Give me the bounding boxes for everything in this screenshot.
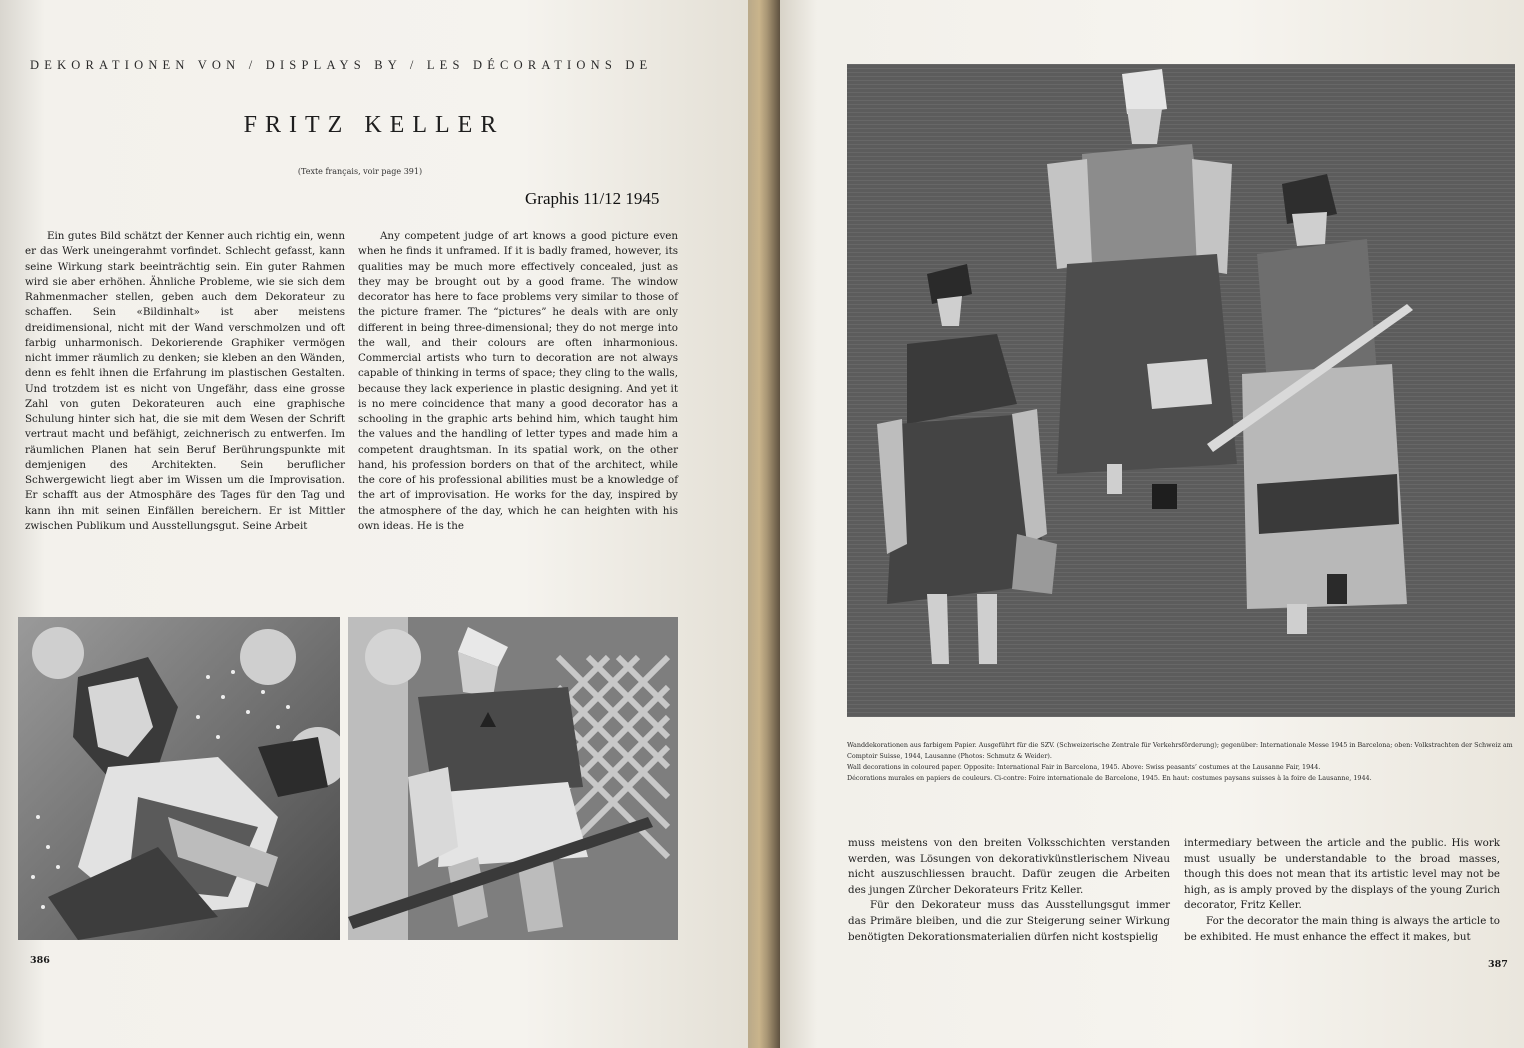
english-paragraph-cont2: For the decorator the main thing is always the article to be exhibited. He must enhance the effect it makes, but [1184,914,1500,943]
german-paragraph-cont: muss meistens von den breiten Volksschichten verstanden werden, was Lösungen von dekorativkünstlerischem Niveau nicht auszuschliessen braucht. Dafür zeugen die Arbeiten des jungen Zürcher Dekorateurs Fritz Keller. [848,837,1170,896]
article-title: FRITZ KELLER [243,112,505,138]
caption-english: Wall decorations in coloured paper. Opposite: International Fair in Barcelona, 1945. Above: Swiss peasants’ costumes at the Lausanne Fair, 1944. [847,763,1321,771]
german-text-column [25,229,345,534]
photo-caption [847,740,1515,784]
subtitle: (Texte français, voir page 391) [297,167,423,176]
source-annotation: Graphis 11/12 1945 [525,189,660,208]
photo-swiss-costumes [847,64,1515,717]
english-text-column-cont [1184,836,1500,945]
english-paragraph-cont: intermediary between the article and the public. His work must usually be understandable to the broad masses, though this does not mean that its artistic level may not be high, as is amply proved by the displays of the young Zurich decorator, Fritz Keller. [1184,837,1500,912]
left-page [0,0,748,1048]
page-number-right: 387 [1488,959,1508,970]
photo-paper-figure-left [18,617,340,940]
page-number-left: 386 [30,955,50,966]
photo-paper-figure-hockey [348,617,678,940]
german-text-column-cont [848,836,1170,945]
book-gutter [748,0,780,1048]
english-text-column [358,229,678,534]
english-paragraph: Any competent judge of art knows a good picture even when he finds it unframed. If it is badly framed, however, its qualities may be much more effectively concealed, just as they may be brought out by a good frame. The window decorator has here to face problems very similar to those of the picture framer. The “pictures” he deals with are only different in being three-dimensional; they do not merge into the wall, and their colours are often inharmonious. Commercial artists who turn to decoration are not always capable of thinking in terms of space; they cling to the walls, because they lack experience in plastic designing. And yet it is no mere coincidence that many a good decorator has a schooling in the graphic arts behind him, which taught him the values and the handling of letter types and made him a competent draughtsman. In its spatial work, on the other hand, his profession borders on that of the architect, while the core of his professional abilities must be a knowledge of the art of improvisation. He works for the day, inspired by the atmosphere of the day, which he can heighten with his own ideas. He is the [358,230,678,532]
german-paragraph-cont2: Für den Dekorateur muss das Ausstellungsgut immer das Primäre bleiben, und die zur Steigerung seiner Wirkung benötigten Dekorationsmaterialien dürfen nicht kostspielig [848,899,1170,943]
german-paragraph: Ein gutes Bild schätzt der Kenner auch richtig ein, wenn er das Werk uneingerahmt vorfindet. Schlecht gefasst, kann seine Wirkung stark beeinträchtig sein. Ein guter Rahmen wird sie aber erhöhen. Ähnliche Probleme, wie sie sich dem Rahmenmacher stellen, geben auch dem Dekorateur zu schaffen. Sein «Bildinhalt» ist aber meistens dreidimensional, nicht mit der Wand verschmolzen und oft farbig unharmonisch. Dekorierende Graphiker vermögen nicht immer räumlich zu denken; sie kleben an den Wänden, denn es fehlt ihnen die Erfahrung im plastischen Gestalten. Und trotzdem ist es nicht von Ungefähr, dass eine grosse Zahl von guten Dekorateuren auch eine graphische Schulung hinter sich hat, die sie mit dem Wesen der Schrift vertraut macht und befähigt, zeichnerisch zu entwerfen. Im räumlichen Planen hat sein Beruf Berührungspunkte mit demjenigen des Architekten. Sein beruflicher Schwergewicht liegt aber im Wissen um die Improvisation. Er schafft aus der Atmosphäre des Tages für den Tag und kann ihn mit seinen Einfällen bereichern. Er ist Mittler zwischen Publikum und Ausstellungsgut. Seine Arbeit [25,230,345,532]
caption-german: Wanddekorationen aus farbigem Papier. Ausgeführt für die SZV. (Schweizerische Zentrale für Verkehrsförderung); gegenüber: Internationale Messe 1945 in Barcelona; oben: Volkstrachten der Schweiz am Comptoir Suisse, 1944, Lausanne (Photos: Schmutz & Weider). [847,741,1513,760]
caption-french: Décorations murales en papiers de couleurs. Ci-contre: Foire internationale de Barcelone, 1945. En haut: costumes paysans suisses à la foire de Lausanne, 1944. [847,774,1372,782]
page-header: DEKORATIONEN VON / DISPLAYS BY / LES DÉCORATIONS DE [30,58,653,72]
